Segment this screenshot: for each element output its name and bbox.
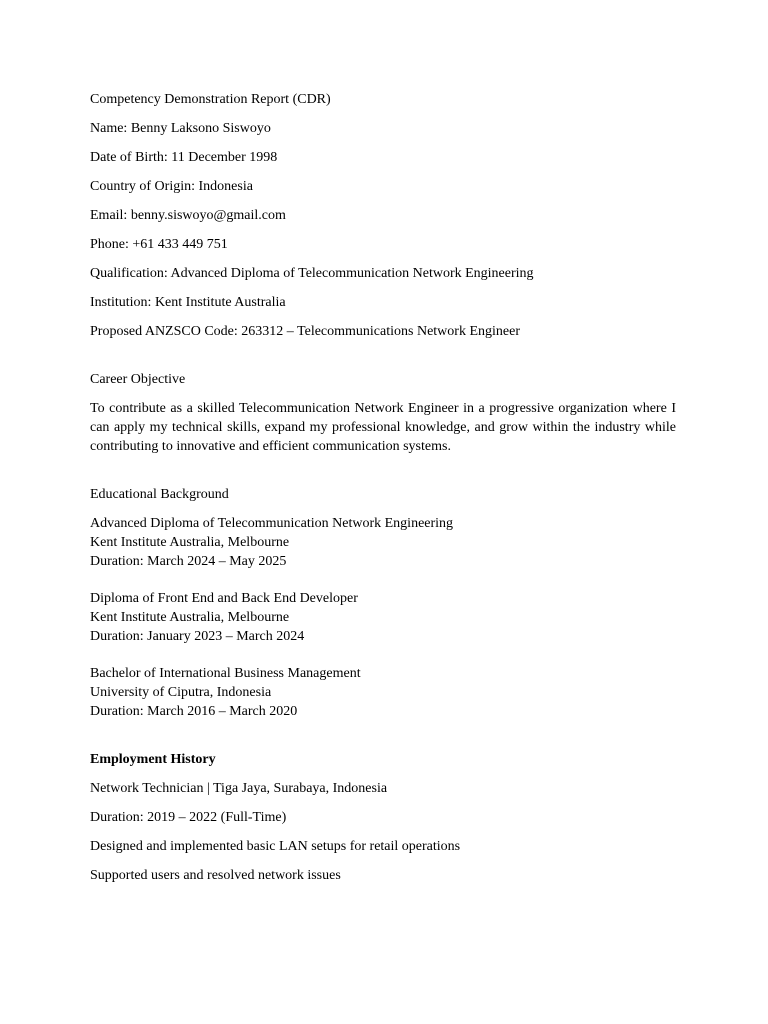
- education-entry: [90, 664, 676, 721]
- employment-duration: Duration: 2019 – 2022 (Full-Time): [90, 810, 287, 825]
- education-entry: [90, 589, 676, 646]
- anzsco-line: Proposed ANZSCO Code: 263312 – Telecommunications Network Engineer: [90, 324, 520, 339]
- career-objective-text: To contribute as a skilled Telecommunication Network Engineer in a progressive organization where I can apply my technical skills, expand my professional knowledge, and grow within the industry while contributing to innovative and efficient communication systems.: [90, 401, 676, 454]
- qualification-line: Qualification: Advanced Diploma of Telecommunication Network Engineering: [90, 266, 534, 281]
- education-duration: Duration: March 2016 – March 2020: [90, 704, 298, 719]
- employment-duty: Designed and implemented basic LAN setups for retail operations: [90, 839, 461, 854]
- employment-heading: Employment History: [90, 752, 216, 767]
- education-program: Diploma of Front End and Back End Developer: [90, 591, 358, 606]
- education-duration: Duration: March 2024 – May 2025: [90, 554, 287, 569]
- education-heading: Educational Background: [90, 487, 229, 502]
- education-school: Kent Institute Australia, Melbourne: [90, 535, 290, 550]
- dob-line: Date of Birth: 11 December 1998: [90, 150, 278, 165]
- employment-duty: Supported users and resolved network issues: [90, 868, 341, 883]
- education-entry: [90, 514, 676, 571]
- phone-line: Phone: +61 433 449 751: [90, 237, 228, 252]
- education-school: Kent Institute Australia, Melbourne: [90, 610, 290, 625]
- education-program: Advanced Diploma of Telecommunication Network Engineering: [90, 516, 454, 531]
- name-line: Name: Benny Laksono Siswoyo: [90, 121, 271, 136]
- report-title: Competency Demonstration Report (CDR): [90, 92, 331, 107]
- education-program: Bachelor of International Business Management: [90, 666, 361, 681]
- email-line: Email: benny.siswoyo@gmail.com: [90, 208, 286, 223]
- institution-line: Institution: Kent Institute Australia: [90, 295, 286, 310]
- country-line: Country of Origin: Indonesia: [90, 179, 253, 194]
- education-school: University of Ciputra, Indonesia: [90, 685, 272, 700]
- career-objective-heading: Career Objective: [90, 372, 186, 387]
- employment-role: Network Technician | Tiga Jaya, Surabaya, Indonesia: [90, 781, 388, 796]
- education-duration: Duration: January 2023 – March 2024: [90, 629, 305, 644]
- document-page: [90, 90, 676, 895]
